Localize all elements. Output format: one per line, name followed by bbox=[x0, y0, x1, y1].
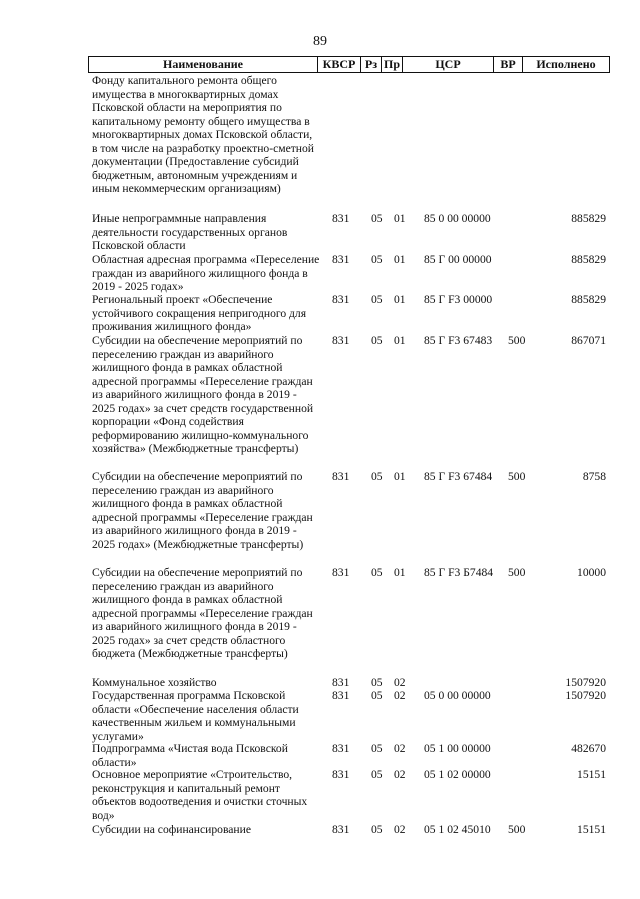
row-rz: 05 bbox=[371, 212, 383, 225]
row-name: Субсидии на обеспечение мероприятий по переселению граждан из аварийного жилищного фонда в рамках областной адресной программы «Переселение граждан из аварийного жилищного фонда в 2019 - 2025 годах» за счет средств государственной корпорации «Фонд содействия реформированию жилищно-коммунального хозяйства» (Межбюджетные трансферты) bbox=[92, 334, 314, 455]
row-name: Государственная программа Псковской области «Обеспечение населения области качественным жильем и коммунальными услугами» bbox=[92, 689, 299, 743]
column-header-name: Наименование bbox=[163, 57, 243, 71]
row-kvsr: 831 bbox=[332, 253, 350, 266]
row-rz: 05 bbox=[371, 253, 383, 266]
row-csr: 85 Г F3 Б7484 bbox=[424, 566, 494, 579]
row-pr: 01 bbox=[394, 293, 406, 306]
row-ispolneno: 482670 bbox=[571, 742, 606, 755]
row-rz: 05 bbox=[371, 823, 383, 836]
row-ispolneno: 10000 bbox=[577, 566, 606, 579]
row-rz: 05 bbox=[371, 689, 383, 702]
row-name: Подпрограмма «Чистая вода Псковской области» bbox=[92, 742, 288, 769]
row-name: Субсидии на обеспечение мероприятий по переселению граждан из аварийного жилищного фонда в рамках областной адресной программы «Переселение граждан из аварийного жилищного фонда в 2019 - 2025 годах» (Межбюджетные трансферты) bbox=[92, 470, 313, 551]
row-ispolneno: 8758 bbox=[582, 470, 606, 483]
row-kvsr: 831 bbox=[332, 212, 350, 225]
row-csr: 85 Г F3 67484 bbox=[424, 470, 493, 483]
column-header-vr: ВР bbox=[493, 57, 522, 72]
row-name: Фонду капитального ремонта общего имущества в многоквартирных домах Псковской области на мероприятия по капитальному ремонту общего имущества в многоквартирных домах Псковской области, в том числе на разработку проектно-сметной документации (Предоставление субсидий бюджетным, автономным учреждениям и иным некоммерческим организациям) bbox=[92, 74, 314, 195]
row-pr: 01 bbox=[394, 566, 406, 579]
row-rz: 05 bbox=[371, 470, 383, 483]
column-header-csr: ЦСР bbox=[402, 57, 493, 72]
row-rz: 05 bbox=[371, 676, 383, 689]
row-kvsr: 831 bbox=[332, 293, 350, 306]
row-rz: 05 bbox=[371, 293, 383, 306]
row-ispolneno: 885829 bbox=[571, 293, 606, 306]
row-kvsr: 831 bbox=[332, 768, 350, 781]
row-pr: 02 bbox=[394, 768, 406, 781]
row-pr: 02 bbox=[394, 823, 406, 836]
row-kvsr: 831 bbox=[332, 676, 350, 689]
row-vr: 500 bbox=[508, 566, 526, 579]
column-header-ispolneno: Исполнено bbox=[522, 57, 609, 72]
row-pr: 01 bbox=[394, 470, 406, 483]
row-ispolneno: 885829 bbox=[571, 253, 606, 266]
row-pr: 02 bbox=[394, 676, 406, 689]
row-kvsr: 831 bbox=[332, 470, 350, 483]
row-rz: 05 bbox=[371, 566, 383, 579]
row-ispolneno: 15151 bbox=[577, 823, 606, 836]
row-pr: 02 bbox=[394, 689, 406, 702]
row-csr: 05 1 02 45010 bbox=[424, 823, 491, 836]
row-ispolneno: 885829 bbox=[571, 212, 606, 225]
row-csr: 05 1 00 00000 bbox=[424, 742, 491, 755]
row-csr: 85 Г F3 67483 bbox=[424, 334, 493, 347]
row-csr: 05 1 02 00000 bbox=[424, 768, 491, 781]
row-name: Иные непрограммные направления деятельности государственных органов Псковской области bbox=[92, 212, 288, 252]
row-kvsr: 831 bbox=[332, 742, 350, 755]
row-pr: 01 bbox=[394, 212, 406, 225]
row-rz: 05 bbox=[371, 768, 383, 781]
row-kvsr: 831 bbox=[332, 334, 350, 347]
row-pr: 02 bbox=[394, 742, 406, 755]
column-header-pr: Пр bbox=[381, 57, 402, 72]
row-name: Субсидии на софинансирование bbox=[92, 823, 251, 836]
column-header-kvsr: КВСР bbox=[317, 57, 360, 72]
row-csr: 05 0 00 00000 bbox=[424, 689, 491, 702]
row-kvsr: 831 bbox=[332, 689, 350, 702]
row-vr: 500 bbox=[508, 470, 526, 483]
row-kvsr: 831 bbox=[332, 823, 350, 836]
row-name: Субсидии на обеспечение мероприятий по переселению граждан из аварийного жилищного фонда в рамках областной адресной программы «Переселение граждан из аварийного жилищного фонда в 2019 - 2025 годах» за счет средств областного бюджета (Межбюджетные трансферты) bbox=[92, 566, 313, 660]
row-csr: 85 Г 00 00000 bbox=[424, 253, 492, 266]
row-name: Основное мероприятие «Строительство, реконструкция и капитальный ремонт объектов водоотведения и очистки сточных вод» bbox=[92, 768, 308, 822]
row-kvsr: 831 bbox=[332, 566, 350, 579]
row-vr: 500 bbox=[508, 823, 526, 836]
row-csr: 85 0 00 00000 bbox=[424, 212, 491, 225]
row-ispolneno: 15151 bbox=[577, 768, 606, 781]
row-name: Областная адресная программа «Переселение граждан из аварийного жилищного фонда в 2019 - 2025 годах» bbox=[92, 253, 320, 293]
row-pr: 01 bbox=[394, 334, 406, 347]
row-rz: 05 bbox=[371, 742, 383, 755]
page-number: 89 bbox=[313, 34, 327, 49]
row-pr: 01 bbox=[394, 253, 406, 266]
row-ispolneno: 1507920 bbox=[565, 676, 606, 689]
row-name: Региональный проект «Обеспечение устойчивого сокращения непригодного для проживания жилищного фонда» bbox=[92, 293, 307, 333]
row-vr: 500 bbox=[508, 334, 526, 347]
row-ispolneno: 867071 bbox=[571, 334, 606, 347]
row-rz: 05 bbox=[371, 334, 383, 347]
row-csr: 85 Г F3 00000 bbox=[424, 293, 493, 306]
row-name: Коммунальное хозяйство bbox=[92, 676, 217, 689]
row-ispolneno: 1507920 bbox=[565, 689, 606, 702]
table-header bbox=[88, 56, 610, 73]
column-header-rz: Рз bbox=[360, 57, 381, 72]
